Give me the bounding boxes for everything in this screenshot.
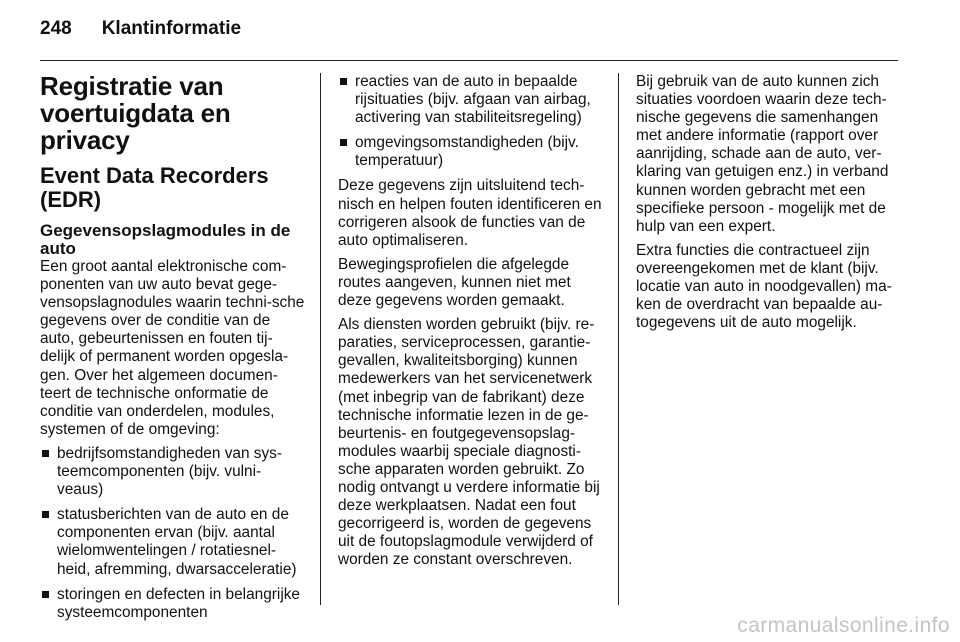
list-item: statusberichten van de auto en de componenten ervan (bijv. aantal wielomwentelingen / rotatiesnel-heid, afremming, dwarsacceleratie) [40,506,306,578]
list-item: omgevingsomstandigheden (bijv. temperatuur) [338,134,604,170]
square-bullet-icon [340,78,347,85]
square-bullet-icon [42,591,49,598]
main-heading: Registratie van voertuigdata en privacy [40,71,231,155]
section-title: Klantinformatie [101,18,242,39]
list-item: bedrijfsomstandigheden van sys-teemcomponenten (bijv. vulni-veaus) [40,445,306,499]
square-bullet-icon [42,511,49,518]
bullet-list-2 [338,73,604,170]
column-divider [320,73,321,605]
header-rule [40,60,898,61]
paragraph: Bij gebruik van de auto kunnen zich situaties voordoen waarin deze tech-nische gegevens die samenhangen met andere informatie (rapport over aanrijding, schade aan de auto, ver-klaring van getuigen enz.) in verband kunnen worden gebracht met een specifieke persoon - mogelijk met de hulp van een expert. [636,73,889,235]
column-1 [40,73,306,629]
square-bullet-icon [42,450,49,457]
page-number: 248 [40,18,72,39]
column-divider [618,73,619,605]
square-bullet-icon [340,139,347,146]
list-item: reacties van de auto in bepaalde rijsituaties (bijv. afgaan van airbag, activering van stabiliteitsregeling) [338,73,604,127]
bullet-list-1 [40,445,306,622]
sub-heading: Event Data Recorders (EDR) [40,163,269,212]
column-2 [338,73,604,575]
sub-sub-heading: Gegevensopslagmodules in de auto [40,221,291,258]
paragraph: Deze gegevens zijn uitsluitend tech-nisch en helpen fouten identificeren en corrigeren alsook de functies van de auto optimaliseren. [338,177,602,249]
page-header [40,18,241,48]
intro-paragraph: Een groot aantal elektronische com-ponenten van uw auto bevat gege-vensopslagnodules waarin techni-sche gegevens over de conditie van de auto, gebeurtenissen en fouten tij-delijk of permanent worden opgesla-gen. Over het algemeen documen-teert de technische onformatie de conditie van onderdelen, modules, systemen of de omgeving: [40,258,305,438]
paragraph: Bewegingsprofielen die afgelegde routes aangeven, kunnen niet met deze gegevens worden gemaakt. [338,255,571,310]
paragraph: Extra functies die contractueel zijn overeengekomen met de klant (bijv. locatie van auto in noodgevallen) ma-ken de overdracht van bepaalde au-togegevens uit de auto mogelijk. [636,241,892,332]
paragraph: Als diensten worden gebruikt (bijv. re-paraties, serviceprocessen, garantie-gevallen, kwaliteitsborging) kunnen medewerkers van het servicenetwerk (met inbegrip van de fabrikant) deze technische informatie lezen in de ge-beurtenis- en foutgegevensopslag-modules waarbij speciale diagnosti-sche apparaten worden gebruikt. Zo nodig ontvangt u verdere informatie bij deze werkplaatsen. Nadat een fout gecorrigeerd is, worden de gegevens uit de foutopslagmodule verwijderd of worden ze constant overschreven. [338,316,600,569]
watermark: carmanualsonline.info [737,614,950,637]
column-3 [636,73,902,338]
list-item: storingen en defecten in belangrijke systeemcomponenten [40,586,306,622]
